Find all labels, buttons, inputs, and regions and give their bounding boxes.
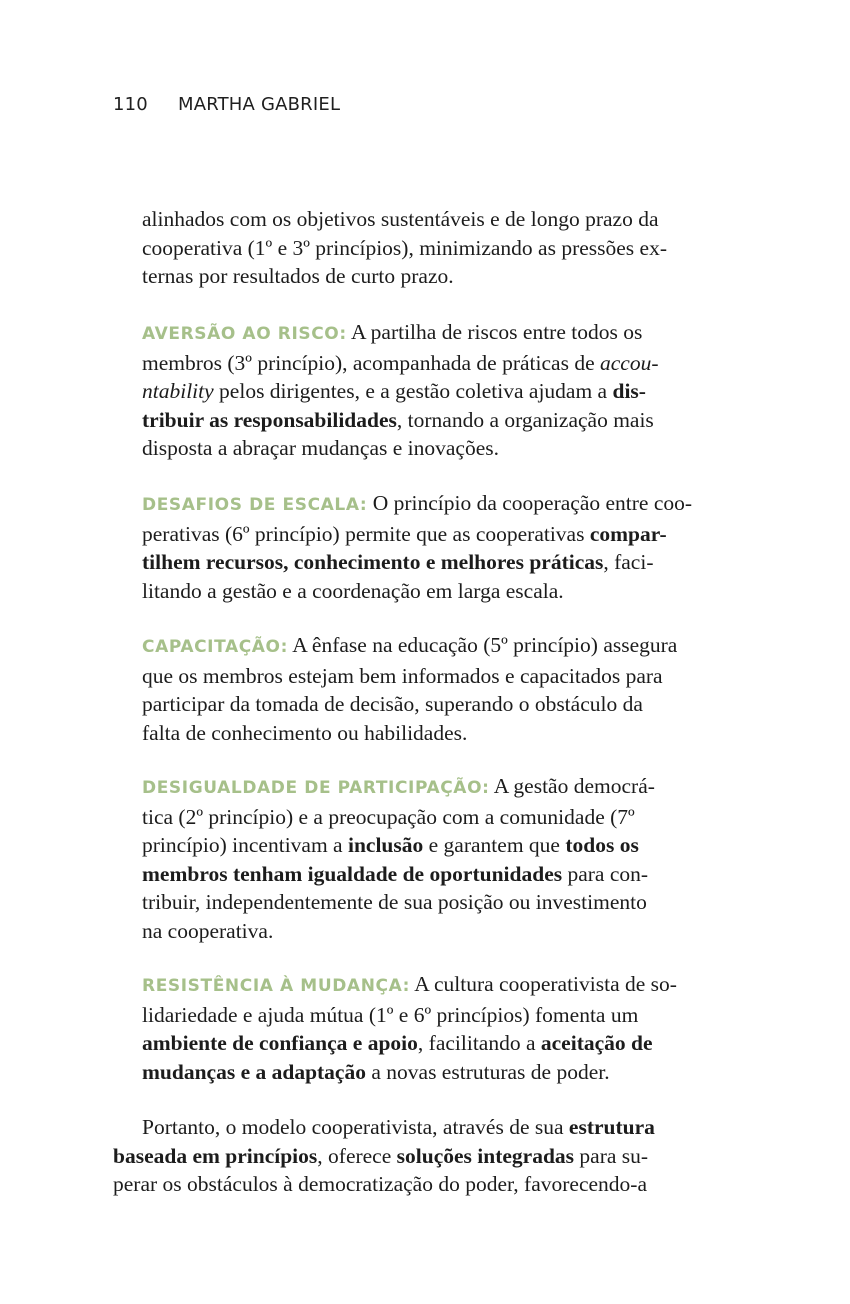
author-name: MARTHA GABRIEL bbox=[177, 94, 341, 115]
bold-phrase: baseada em princípios bbox=[113, 1143, 318, 1168]
text-span: , facilitando a bbox=[417, 1031, 541, 1055]
bold-phrase: aceitação de bbox=[540, 1031, 653, 1055]
text-line: disposta a abraçar mudanças e inovações. bbox=[142, 436, 499, 460]
text-span: a novas estruturas de poder. bbox=[365, 1059, 610, 1084]
closing-paragraph bbox=[113, 1113, 717, 1199]
bold-phrase: tribuir as responsabilidades bbox=[142, 407, 397, 432]
page-number: 110 bbox=[113, 94, 148, 115]
text-span: A ênfase na educação (5º princípio) assegura bbox=[288, 633, 678, 657]
text-span: para con- bbox=[562, 861, 649, 886]
section-label: AVERSÃO AO RISCO: bbox=[142, 324, 347, 344]
text-span: , tornando a organização mais bbox=[396, 407, 654, 432]
text-line: lidariedade e ajuda mútua (1º e 6º princípios) fomenta um bbox=[142, 1002, 639, 1027]
text-span: , oferece bbox=[317, 1143, 397, 1168]
bold-phrase: tilhem recursos, conhecimento e melhores práticas bbox=[142, 550, 604, 574]
bold-phrase: compar- bbox=[589, 521, 667, 546]
bold-phrase: membros tenham igualdade de oportunidades bbox=[142, 861, 563, 886]
text-span: A cultura cooperativista de so- bbox=[410, 972, 677, 996]
section-desafios-de-escala bbox=[142, 489, 717, 605]
text-span: perativas (6º princípio) permite que as cooperativas bbox=[142, 521, 590, 546]
continuation-paragraph bbox=[142, 205, 717, 291]
text-span: O princípio da cooperação entre coo- bbox=[367, 491, 693, 515]
section-label: DESAFIOS DE ESCALA: bbox=[142, 495, 368, 515]
bold-phrase: mudanças e a adaptação bbox=[142, 1059, 366, 1084]
bold-phrase: dis- bbox=[612, 379, 646, 403]
text-span: e garantem que bbox=[423, 833, 566, 857]
text-line: tribuir, independentemente de sua posição ou investimento bbox=[142, 890, 647, 914]
text-line: ternas por resultados de curto prazo. bbox=[142, 264, 454, 288]
text-line: perar os obstáculos à democratização do poder, favorecendo-a bbox=[113, 1172, 647, 1196]
section-capacitacao bbox=[142, 631, 717, 747]
text-span: para su- bbox=[574, 1143, 649, 1168]
bold-phrase: inclusão bbox=[347, 833, 424, 857]
section-desigualdade-de-participacao bbox=[142, 772, 717, 945]
text-line: que os membros estejam bem informados e capacitados para bbox=[142, 663, 663, 688]
text-span: , faci- bbox=[603, 550, 654, 574]
section-aversao-ao-risco bbox=[142, 318, 717, 463]
running-head bbox=[113, 94, 340, 115]
bold-phrase: soluções integradas bbox=[396, 1143, 575, 1168]
text-span: membros (3º princípio), acompanhada de práticas de bbox=[142, 350, 600, 375]
italic-term: accou- bbox=[600, 350, 659, 375]
text-span: princípio) incentivam a bbox=[142, 833, 348, 857]
bold-phrase: todos os bbox=[565, 833, 639, 857]
text-span: A partilha de riscos entre todos os bbox=[346, 320, 643, 344]
text-span: Portanto, o modelo cooperativista, através de sua bbox=[142, 1115, 569, 1139]
bold-phrase: estrutura bbox=[568, 1115, 655, 1139]
italic-term: ntability bbox=[142, 379, 214, 403]
text-line: na cooperativa. bbox=[142, 918, 274, 943]
section-label: DESIGUALDADE DE PARTICIPAÇÃO: bbox=[142, 778, 490, 798]
text-line: cooperativa (1º e 3º princípios), minimizando as pressões ex- bbox=[142, 235, 667, 260]
text-line: litando a gestão e a coordenação em larga escala. bbox=[142, 578, 564, 603]
text-line: tica (2º princípio) e a preocupação com a comunidade (7º bbox=[142, 804, 635, 829]
bold-phrase: ambiente de confiança e apoio bbox=[142, 1031, 418, 1055]
text-span: pelos dirigentes, e a gestão coletiva ajudam a bbox=[213, 379, 613, 403]
section-label: CAPACITAÇÃO: bbox=[142, 637, 289, 657]
text-line: falta de conhecimento ou habilidades. bbox=[142, 720, 468, 745]
section-resistencia-a-mudanca bbox=[142, 970, 717, 1086]
text-line: alinhados com os objetivos sustentáveis e de longo prazo da bbox=[142, 207, 659, 231]
section-label: RESISTÊNCIA À MUDANÇA: bbox=[142, 976, 411, 996]
text-span: A gestão democrá- bbox=[489, 774, 655, 798]
text-line: participar da tomada de decisão, superando o obstáculo da bbox=[142, 692, 643, 716]
